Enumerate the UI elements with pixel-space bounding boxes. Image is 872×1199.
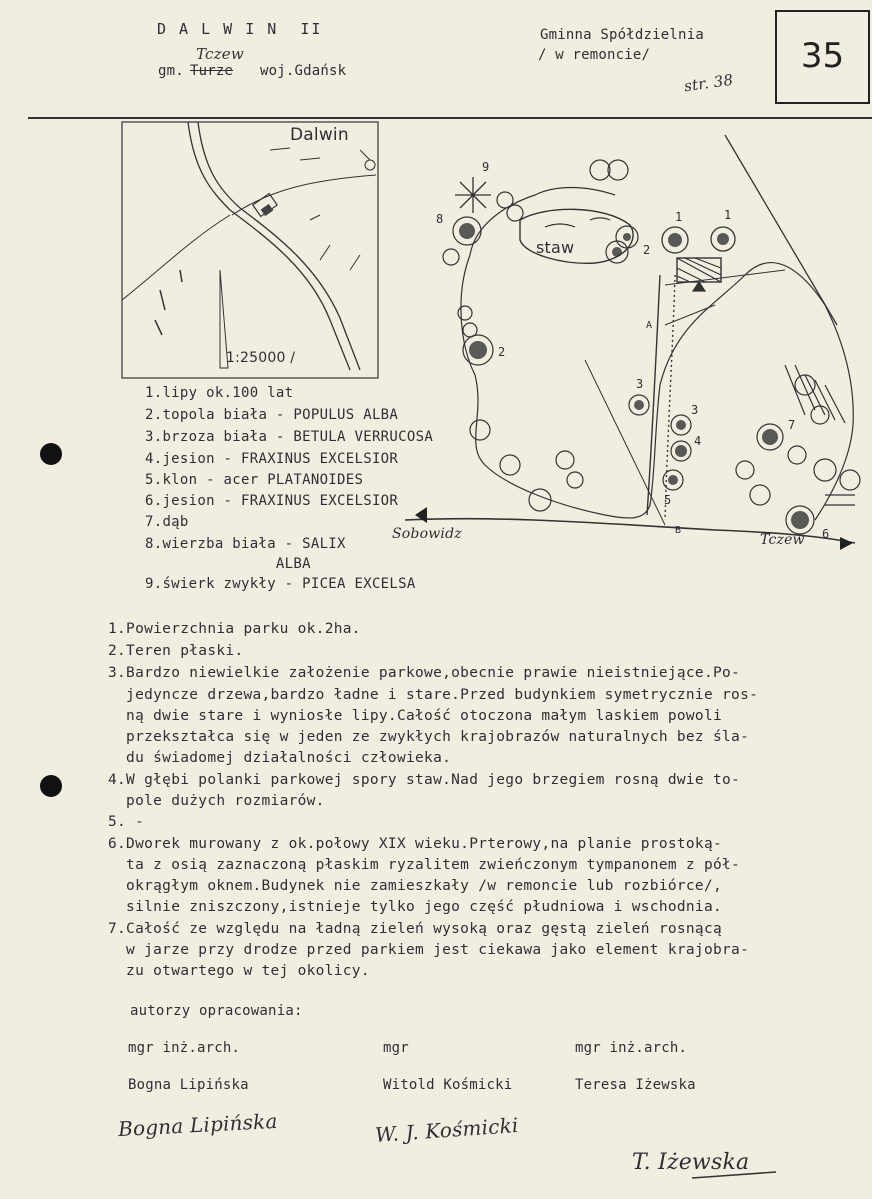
body-line-12: ta z osią zaznaczoną płaskim ryzalitem zwieńczonym tympanonem z pół-	[108, 857, 741, 873]
header-title: D A L W I N II	[157, 20, 323, 38]
plan-number-2-pond: 2	[643, 243, 651, 257]
author-name-1: Bogna Lipińska	[128, 1077, 249, 1093]
legend-item-2: 2.topola biała - POPULUS ALBA	[145, 407, 399, 423]
body-line-6: przekształca się w jeden ze zwykłych krajobrazów naturalnych bez śla-	[108, 729, 750, 745]
body-line-4: jedyncze drzewa,bardzo ładne i stare.Przed budynkiem symetrycznie ros-	[108, 687, 759, 703]
park-plan	[385, 125, 872, 555]
road-label-sobowidz: Sobowidz	[392, 526, 462, 542]
legend-item-3: 3.brzoza biała - BETULA VERRUCOSA	[145, 429, 434, 445]
pond-label: staw	[536, 238, 575, 257]
body-line-13: okrągłym oknem.Budynek nie zamieszkały /w remoncie lub rozbiórce/,	[108, 878, 723, 894]
inset-map	[120, 120, 382, 382]
plan-number-8: 8	[436, 212, 444, 226]
road-label-tczew: Tczew	[760, 532, 805, 548]
body-line-16: w jarze przy drodze przed parkiem jest ciekawa jako element krajobra-	[108, 942, 750, 958]
body-line-8: 4.W głębi polanki parkowej spory staw.Nad jego brzegiem rosną dwie to-	[108, 772, 741, 788]
page-reference: str. 38	[682, 70, 735, 96]
plan-letter-b: B	[675, 525, 682, 536]
plan-number-9: 9	[482, 160, 490, 174]
punch-hole-bottom	[40, 775, 62, 797]
inset-map-scale: 1:25000 /	[226, 350, 296, 366]
plan-number-1-right: 1	[724, 208, 732, 222]
legend-item-8: 8.wierzba biała - SALIX	[145, 536, 346, 552]
author-name-2: Witold Kośmicki	[383, 1077, 513, 1093]
gm-handwritten-name: Tczew	[196, 45, 244, 63]
author-title-2: mgr	[383, 1040, 409, 1056]
legend-item-5: 5.klon - acer PLATANOIDES	[145, 472, 364, 488]
author-title-1: mgr inż.arch.	[128, 1040, 241, 1056]
plan-number-6: 6	[822, 527, 830, 541]
institution-line-1: Gminna Spółdzielnia	[540, 27, 704, 43]
voivodeship: woj.Gdańsk	[260, 63, 347, 79]
legend-item-6: 6.jesion - FRAXINUS EXCELSIOR	[145, 493, 399, 509]
gm-prefix: gm.	[158, 63, 184, 79]
body-line-9: pole dużych rozmiarów.	[108, 793, 325, 809]
body-line-14: silnie zniszczony,istnieje tylko jego część płudniowa i wschodnia.	[108, 899, 723, 915]
plan-number-7: 7	[788, 418, 796, 432]
sheet-number-box	[775, 10, 870, 104]
punch-hole-top	[40, 443, 62, 465]
body-line-7: du świadomej działalności człowieka.	[108, 750, 452, 766]
legend-item-9: 9.świerk zwykły - PICEA EXCELSA	[145, 576, 416, 592]
body-line-1: 1.Powierzchnia parku ok.2ha.	[108, 621, 361, 637]
body-line-11: 6.Dworek murowany z ok.połowy XIX wieku.Prterowy,na planie prostoką-	[108, 836, 723, 852]
plan-number-5: 5	[664, 493, 672, 507]
body-line-5: ną dwie stare i wyniosłe lipy.Całość otoczona małym laskiem powoli	[108, 708, 723, 724]
signature-1: Bogna Lipińska	[117, 1108, 279, 1142]
body-line-2: 2.Teren płaski.	[108, 643, 244, 659]
author-title-3: mgr inż.arch.	[575, 1040, 688, 1056]
plan-number-1-left: 1	[675, 210, 683, 224]
signature-2: W. J. Kośmicki	[374, 1113, 520, 1147]
plan-number-3-b: 3	[691, 403, 699, 417]
body-line-17: zu otwartego w tej okolicy.	[108, 963, 370, 979]
gm-struck-name: Turze	[190, 63, 234, 79]
legend-item-7: 7.dąb	[145, 514, 189, 530]
legend-item-8-cont: ALBA	[145, 556, 311, 572]
inset-map-title: Dalwin	[290, 125, 349, 145]
plan-number-2-left: 2	[498, 345, 506, 359]
plan-letter-a: A	[646, 320, 653, 331]
sheet-number: 35	[800, 36, 845, 76]
plan-number-3-a: 3	[636, 377, 644, 391]
body-line-3: 3.Bardzo niewielkie założenie parkowe,obecnie prawie nieistniejące.Po-	[108, 665, 741, 681]
body-line-15: 7.Całość ze względu na ładną zieleń wysoką oraz gęstą zieleń rosnącą	[108, 921, 723, 937]
legend-item-1: 1.lipy ok.100 lat	[145, 385, 294, 401]
legend-item-4: 4.jesion - FRAXINUS EXCELSIOR	[145, 451, 399, 467]
authors-heading: autorzy opracowania:	[130, 1003, 303, 1019]
institution-line-2: / w remoncie/	[538, 47, 651, 63]
signature-3: T. Iżewska	[632, 1150, 750, 1175]
header-divider	[28, 117, 872, 119]
signature-3-underline	[690, 1168, 780, 1182]
plan-number-4: 4	[694, 434, 702, 448]
author-name-3: Teresa Iżewska	[575, 1077, 696, 1093]
body-line-10: 5. -	[108, 814, 145, 830]
